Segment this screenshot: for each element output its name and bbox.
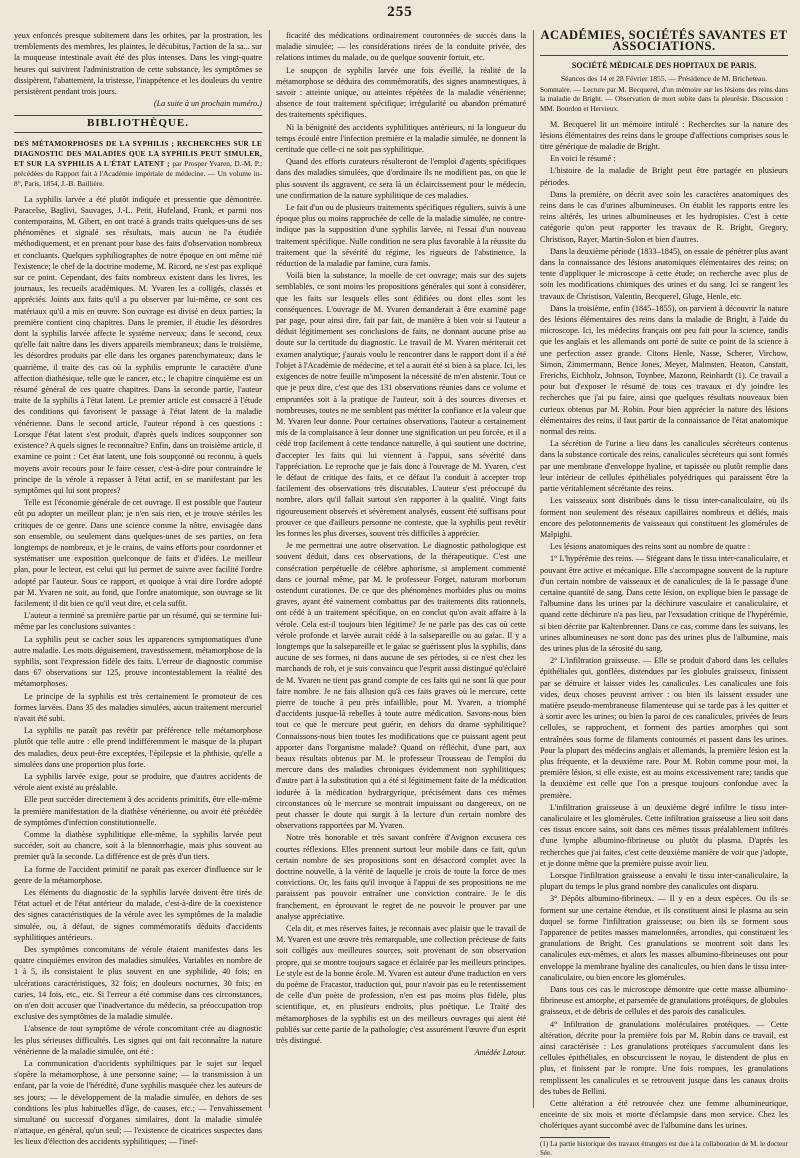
- page-number: 255: [387, 4, 413, 20]
- paragraph: Telle est l'économie générale de cet ouvrage. Il est possible que l'auteur eût pu adopter un meilleur plan; je n'en sais rien, et je trouve stériles les critiques de ce genre. Dans une science comme la nôtre, envisagée dans son ensemble, ou seulement dans quelques-unes de ses parties, on fera longtemps de nombreux, et je le crains, de vains efforts pour coordonner et systématiser une exposition quelconque de faits et d'idées. Le meilleur plan, pour le lecteur, est celui qui lui permet de suivre avec facilité l'ordre adopté par l'auteur. Sous ce rapport, et quoique à vrai dire l'ordre adopté par M. Yvaren ne soit, au fond, que l'ordre anatomique, son ouvrage se lit facilement; il dit bien ce qu'il veut dire, et cela suffit.: [14, 498, 262, 608]
- section-title-academies: ACADÉMIES, SOCIÉTÉS SAVANTES ET ASSOCIATIONS.: [540, 30, 788, 56]
- footnote: (1) La partie historique des travaux étrangers est due à la collaboration de M. le docteur Sée.: [540, 1139, 788, 1157]
- paragraph: La communication d'accidents syphilitiques par le sujet sur lequel s'opère la métamorphose, à une personne saine; — la transmission à un enfant, par la voie de l'hérédité, d'une syphilis masquée chez les auteurs de ses jours; — le développement de la maladie simulée, en dehors de ses conditions les plus habituelles d'âge, de causes, etc.; — l'envahissement simultané ou successif d'organes similaires, dont la maladie simulée n'attaque, en général, qu'un seul; — l'existence de cicatrices suspectes dans les lieux d'élection des accidents syphilitiques; — l'inef-: [14, 1059, 262, 1147]
- paragraph: Les vaisseaux sont distribués dans le tissu inter-canaliculaire, où ils forment non seulement des réseaux capillaires nombreux et déliés, mais encore des pelotonnements de vaisseaux qui constituent les glomérules de Malpighi.: [540, 496, 788, 539]
- paragraph: Le principe de la syphilis est très certainement le promoteur de ces formes larvées. Dans 35 des maladies simulées, aucun traitement mercuriel n'avait été subi.: [14, 691, 262, 723]
- paragraph: Notre très honorable et très savant confrère d'Avignon excusera ces courtes réflexions. Elles prennent surtout leur mobile dans ce fait, qu'un certain nombre de ses propositions sont en désaccord complet avec la doctrine nouvelle, à la vérité de laquelle je crois de toute la force de mes convictions. Or, les faits qu'il invoque à l'appui de ses propositions ne me paraissent pas pouvoir entraîner une conviction contraire. Je le dis franchement, en éprouvant le regret de ne pouvoir le prouver par une analyse appréciative.: [276, 833, 526, 921]
- society-name: SOCIÉTÉ MÉDICALE DES HOPITAUX DE PARIS.: [571, 61, 757, 71]
- paragraph: Dans la première, on décrit avec soin les caractères anatomiques des reins dans le cas d'urines albumineuses. On établit les rapports entre les reins altérés, les urines albumineuses et les hydropisies. C'est à cette catégorie qu'on peut rapporter les travaux de R. Bright, Gregory, Christison, Rayer, Martin-Solon et bien d'autres.: [540, 189, 788, 244]
- book-review-reference: par Prosper Yvaren, D.-M. P.; précédées du Rapport fait à l'Académie impériale de médecine. — Un volume in-8°, Paris, 1854, J.-B. Baillière.: [14, 158, 262, 188]
- paragraph: Elle peut succéder directement à des accidents primitifs, être elle-même la première manifestation de la diathèse vénérienne, ou avoir été précédée de symptômes d'infection constitutionnelle.: [14, 795, 262, 827]
- paragraph: La syphilis larvée a été plutôt indiquée et pressentie que démontrée. Paracelse, Baglivi, Sauvages, J.-L. Petit, Hufeland, Frank, et parmi nos contemporains, M. Gibert, en ont tracé à grands traits quelques-uns de ses phénomènes et signalé ses résultats, mais aucun ne l'a étudiée méthodiquement, et en prenant pour base des faits d'observation nombreux et concluants. Quelques syphiliographes de notre époque en ont même nié l'existence; le chef de la doctrine moderne, M. Ricord, ne s'est pas expliqué sur ce point. Cependant, des faits nombreux existent dans les livres, les journaux, les recueils académiques. M. Yvaren les a colligés, classés et appréciés. Joints aux faits qu'il a pu observer par lui-même, ce sont ces matériaux qu'il a mis en œuvre. Son ouvrage est divisé en deux parties; la première contient cinq chapitres. Dans le premier, il étudie les désordres dont la syphilis larvée affecte le système nerveux; dans le second, ceux qu'elle fait naître dans les divers appareils membraneux; dans le troisième, les désordres produits par elle dans les organes parenchymateux; dans le quatrième, il traite des cas où la syphilis emprunte le caractère d'une affection diathésique, telle que le cancer, etc.; le chapitre cinquième est un résumé général de ces quatre chapitres. Dans la seconde partie, l'auteur traite de la syphilis à l'état latent. Le premier article est consacré à l'étude des conditions qui favorisent le passage à l'état latent de la maladie vénérienne. Dans le second article, l'auteur répond à ces questions : Lorsque l'état latent s'est produit, d'après quels indices soupçonner son existence? A quels signes le reconnaître? Enfin, dans un troisième article, il examine ce point : Cet état latent, une fois soupçonné ou reconnu, à quels moyens avoir recours pour le faire cesser, c'est-à-dire pour contraindre le principe de la vérole à repasser à l'état actif, en se manifestant par les symptômes qui lui sont propres?: [14, 194, 262, 495]
- paragraph: Des symptômes concomitans de vérole étaient manifestes dans les quatre cinquièmes environ des maladies simulées. Variables en nombre de 1 à 5, ils consistaient le plus souvent en une syphilide, 40 fois; en ulcérations caractéristiques, 32 fois; en douleurs nocturnes, 30 fois; en caries, 14 fois, etc., etc. Si l'erreur a été commise dans ces circonstances, on n'en doit accuser que l'inadvertance du médecin, sa préoccupation trop exclusive des symptômes de la maladie simulée.: [14, 945, 262, 1022]
- paragraph: Dans la deuxième période (1833–1845), on essaie de pénétrer plus avant dans la connaissance des lésions anatomiques élémentaires des reins; on tente d'appliquer le microscope à cette étude; on recherche avec plus de soin les modifications chimiques des urines et du sang. Ici se rangent les travaux de Christison, Valentin, Becquerel, Gluge, Henle, etc.: [540, 246, 788, 301]
- column-2: [276, 30, 526, 1108]
- paragraph: La syphilis larvée exige, pour se produire, que d'autres accidents de vérole aient existé au préalable.: [14, 771, 262, 793]
- column-1: [14, 30, 262, 1147]
- book-review-body-continued: [276, 30, 526, 1046]
- paragraph: Le soupçon de syphilis larvée une fois éveillé, la réalité de la métamorphose se déduira des commémoratifs, des signes anamnestiques, à savoir : atteinte unique, ou atteintes répétées de la maladie vénérienne; absence de tout traitement spécifique; irrégularité ou abandon prématuré des traitements spécifiques.: [276, 65, 526, 120]
- paragraph: Les éléments du diagnostic de la syphilis larvée doivent être tirés de l'état actuel et de l'état antérieur du malade, c'est-à-dire de la coexistence des signes caractéristiques de la vérole avec les symptômes de la maladie simulée, ou, à défaut, de signes commémoratifs déduits d'accidents syphilitiques antérieurs.: [14, 888, 262, 942]
- session-summary: Sommaire. — Lecture par M. Becquerel, d'un mémoire sur les lésions des reins dans la maladie de Bright. — Observation de mort subite dans la pleurésie. Discussion : MM. Bourdon et Hervieux.: [540, 85, 788, 113]
- paragraph: Ni la bénignité des accidents syphilitiques antérieurs, ni la longueur du temps écoulé entre l'infection première et la maladie simulée, ne donnent la certitude que celle-ci ne soit pas syphilitique.: [276, 122, 526, 155]
- paragraph: L'histoire de la maladie de Bright peut être partagée en plusieurs périodes.: [540, 166, 788, 187]
- book-review-body: [14, 194, 262, 1148]
- book-review-heading: [14, 139, 262, 189]
- paragraph: 1° L'hypérémie des reins. — Siégeant dans le tissu inter-canaliculaire, et pouvant être active et mécanique. Elle s'accompagne souvent de la rupture d'un certain nombre de vaisseaux et de canalicules; de là le passage d'une certaine quantité de sang. Dans cette lésion, on explique bien le passage de l'albumine dans les urines par la déchirure vasculaire et canaliculaire, et quand cette déchirure n'a pas lieu, par l'exsudation critique de l'hypérémie, si bien décrite par Kaltenbrenner. Dans ce cas, comme dans les suivans, les urines albumineuses ne sont donc pas des urines plus de l'albumine, mais des urines plus de la sérosité du sang.: [540, 554, 788, 653]
- paragraph: Cela dit, et mes réserves faites, je reconnais avec plaisir que le travail de M. Yvaren est une œuvre très remarquable, une collection précieuse de faits soit colligés aux meilleures sources, soit provenant de son observation propre, qui se montre toujours sagace et éclairée par les meilleurs principes. Le style est de la bonne école. M. Yvaren est auteur d'une traduction en vers du poème de Fracastor, traduction qui, pour n'avoir pas eu le retentissement de celle d'un poète de profession, n'en est pas moins plus fidèle, plus scientifique, et, en plusieurs endroits, plus poétique. Le Traité des métamorphoses de la syphilis est un des meilleurs ouvrages qui aient été publiés sur cette partie de la pathologie; c'est assurément l'œuvre d'un esprit très distingué.: [276, 924, 526, 1046]
- column-3: [540, 28, 788, 1157]
- column-divider-2: [533, 30, 534, 1108]
- paragraph: La syphilis ne paraît pas revêtir par préférence telle métamorphose plutôt que telle autre : elle prend indifféremment le masque de la plupart des maladies, deux peut-être exceptées, l'épilepsie et la phthisie, qu'elle a simulées dans une proportion plus forte.: [14, 726, 262, 769]
- paragraph: Comme la diathèse syphilitique elle-même, la syphilis larvée peut succéder, soit au chancre, soit à la blennorrhagie, mais plus souvent au premier qu'à la seconde. La différence est de près d'un tiers.: [14, 830, 262, 862]
- section-title-bibliotheque: BIBLIOTHÈQUE.: [14, 115, 262, 132]
- to-be-continued-note: (La suite à un prochain numéro.): [153, 99, 262, 109]
- paragraph: Je me permettrai une autre observation. Le diagnostic pathologique est souvent déduit, dans ces observations, de la thérapeutique. C'est une consécration perpétuelle de célèbre aphorisme, si amplement commenté dans ce journal même, par M. le professeur Forget, naturam morborum ostendunt curationes. De ce que des phénomènes morbides plus ou moins graves, ayant été vainement combattus par des traitements dits rationnels, ont cédé à un traitement spécifique, on en conclut qu'on avait affaire à la vérole. Cela est-il toujours bien légitime? Je ne parle pas des cas où cette vérole profonde et larvée aurait cédé à la salsepareille ou au gaïac. Il y a longtemps que la salsepareille et le gaïac se guérissent plus la syphilis, dans aucune de ses formes, ni dans aucune de ses périodes, si ce n'est chez les marchands de rob, et je suis convaincu que l'esprit aussi distingué qu'éclairé de M. Yvaren ne tient pas grand compte de ces faits qui ne sont là que pour faire nombre. Je ne fais allusion qu'à ces faits graves où le mercure, cette pierre de touche à peu près infaillible, pour M. Yvaren, a triomphé d'accidents jusque-là rebelles à toute autre médication. Savons-nous bien tout ce que le mercure peut guérir, en dehors du drame syphilitique? Connaissons-nous bien toutes les modifications que ce puissant agent peut apporter dans l'organisme malade? Quand on réfléchit, d'une part, aux beaux résultats obtenus par M. le professeur Trousseau de l'emploi du mercure dans des maladies chroniques évidemment non syphilitiques; d'autre part à la substitution qui a été si légitimement faite de la médication iodurée à la médication hydrargyrique, précisément dans ces mêmes circonstances où le mercure se montrait impuissant ou dangereux, on ne peut chasser le doute qui surgit à la lecture d'un certain nombre des observations rapportées par M. Yvaren.: [276, 541, 526, 831]
- paragraph: Quand des efforts curateurs résulteront de l'emploi d'agents spécifiques dans des maladies simulées, que d'ordinaire ils ne modifient pas, on que le plus souvent ils aggravent, ce sera là un éclaircissement pour le médecin, une confirmation de la nature syphilitique de ces maladies.: [276, 157, 526, 200]
- paragraph: 2° L'infiltration graisseuse. — Elle se produit d'abord dans les cellules épithéliales qui, gonflées, distendues par les globules graisseux, finissent par se détruire et laisser vides les canalicules. Les canalicules une fois vides, deux choses peuvent arriver : ou bien ils laissent exsuder une matière pseudo-membraneuse filamenteuse qui se tarde pas à les quitter et à sortir avec les urines; ou bien la paroi de ces canalicules, privées de leurs cellules, se rapprochent, et forment des parties amorphes qui sont entraînées sous forme de filaments contournés et passent dans les urines. Pour la plupart des médecins anglais et allemands, la première lésion est la plus fréquente, et la deuxième rare. Pour M. Robin comme pour moi, la première lésion, si elle existe, est au moins excessivement rare; tandis que la deuxième est celle que l'on a presque toujours confondue avec la première.: [540, 656, 788, 800]
- paragraph: Le fait d'un ou de plusieurs traitements spécifiques réguliers, suivis à une époque plus ou moins rapprochée de celle de la maladie simulée, ne contre-indique pas la supposition d'une syphilis larvée, ni l'essai d'un nouveau traitement spécifique. Nulle condition ne sera plus favorable à la réussite du traitement que la sévérité du régime, les rigueurs de l'abstinence, la réduction de la maladie par famine, cura famis.: [276, 203, 526, 269]
- paragraph: ficacité des médications ordinairement couronnées de succès dans la maladie simulée; — les considérations tirées de la conduite privée, des relations intimes du malade, ou de quelque souvenir fortuit, etc.: [276, 31, 526, 63]
- author-signature: Amédée Latour.: [474, 1048, 526, 1058]
- paragraph: 3° Dépôts albumino-fibrineux. — Il y en a deux espèces. Ou ils se forment sur une certaine étendue, et ils constituent ainsi le plasma au sein duquel se forme l'infiltration graisseuse; ou bien ils se forment sous l'apparence de petites masses mamelonnées, arrondies, qui constituent les granulations de Bright. Ces granulations se montrent soit dans les canalicules eux-mêmes, et alors les masses albumino-fibrineuses ont pour enveloppe la membrane hyaline des canalicules, ou bien dans le tissu inter-canaliculaire, ou bien encore les glomérules.: [540, 894, 788, 982]
- paragraph: Lorsque l'infiltration graisseuse a envahi le tissu inter-canaliculaire, la plupart du temps le plus grand nombre des canalicules ont disparu.: [540, 871, 788, 892]
- paragraph: La forme de l'accident primitif ne paraît pas exercer d'influence sur le genre de la métamorphose.: [14, 864, 262, 885]
- paragraph: Voilà bien la substance, la moelle de cet ouvrage; mais sur des sujets semblables, ce sont moins les propositions générales qui sont à considérer, que les faits sur lesquels elles sont édifiées ou dont elles sont les conséquences. L'ouvrage de M. Yvaren demanderait à être examiné page par page, pour ainsi dire, fait par fait, de manière à bien voir si l'auteur a déduit légitimement ses conclusions de faits, ne donnant aucune prise au doute sur la certitude du diagnostic. Le travail de M. Yvaren mériterait cet examen analytique; j'aurais voulu le rencontrer dans le rapport dont il a été l'objet à l'Académie de médecine, et tel a aurait été si bien à sa place. Ici, les exigences de notre feuille m'imposent la nécessité de m'en abstenir. Tout ce que je peux dire, c'est que des 131 observations réunies dans ce volume et empruntées soit à la pratique de l'auteur, soit à des sources diverses et nombreuses, toutes ne me semblent pas mériter la confiance et la valeur que M. Yvaren leur donne. Pour certaines observations, l'auteur a certainement mis de la complaisance à leur donner une signification un peu forcée, et il a cédé trop facilement à cette tendance naturelle, à qui soutient une doctrine, d'accepter les faits qui lui viennent à l'appui, sans sévérité dans l'appréciation. Le reproche que je fais donc à l'ouvrage de M. Yvaren, c'est le défaut de critique des faits, et ce défaut l'a conduit à accepter trop facilement des observations très discutables. L'auteur s'est préoccupé du nombre, alors qu'il fallait surtout s'en rapporter à la qualité. Vingt faits rigoureusement observés et sévèrement analysés, eussent été suffisans pour prouver ce que d'ailleurs personne ne conteste, que la syphilis peut revêtir les formes les plus diverses, souvent très difficiles à apprécier.: [276, 271, 526, 538]
- memoir-body: [540, 119, 788, 1132]
- paragraph: La syphilis peut se cacher sous les apparences symptomatiques d'une autre maladie. Les mots déguisement, travestissement, métamorphose de la syphilis, sont l'expression fidèle des faits. L'erreur de diagnostic commise dans 67 observations sur 125, prouve incontestablement la réalité des métamorphoses.: [14, 634, 262, 689]
- footnote-rule: [540, 1137, 610, 1138]
- paragraph: L'absence de tout symptôme de vérole concomitant crée au diagnostic les plus sérieuses difficultés. Les signes qui ont fait reconnaître la nature vénérienne de la maladie simulée, ont été :: [14, 1024, 262, 1056]
- paragraph: Cette altération a été retrouvée chez une femme albumineurique, enceinte de six mois et morte d'éclampsie dans mon service. Chez les cholériques ayant succombé avec de l'albumine dans les urines.: [540, 1099, 788, 1131]
- paragraph: M. Becquerel lit un mémoire intitulé : Recherches sur la nature des lésions élémentaires des reins dans le groupe d'affections comprises sous le titre générique de maladie de Bright.: [540, 119, 788, 151]
- session-dates: Séances des 14 et 28 Février 1855. — Présidence de M. Bricheteau.: [560, 73, 768, 83]
- paragraph: 4° Infiltration de granulations moléculaires protéiques. — Cette altération, décrite pour la première fois par M. Robin dans ce travail, est ainsi caractérisée : Les granulations protéiques s'accumulent dans les cellules épithéliales, en obscurcissent le noyau, le distendent de plus en plus, et finissent par le rompre. Une fois rompues, les granulations remplissent les canalicules et se retrouvent jusque dans les canaux droits des tubes de Bellini.: [540, 1019, 788, 1096]
- paragraph: Les lésions anatomiques des reins sont au nombre de quatre :: [550, 542, 751, 552]
- paragraph: Dans la troisième, enfin (1845–1855), on parvient à découvrir la nature des lésions élémentaires des reins dans la maladie de Bright, à l'aide du microscope. Ici, les médecins français ont peu fait pour la science, tandis que les anglais et les allemands ont porté de suite ce point de la science à une perfection assez grande. Citons Henle, Nasse, Scherer, Virchow, Simon, Zimmermann, Bence Jones, Meyer, Malmsten, Heaton, Canstatt, Frerichs, Eichholz, Johnson, Toynbee, Mazonn, Reinhardt (1). Ce travail a pour but d'exposer le résumé de tous ces travaux et d'y joindre les recherches que j'ai pu faire, ainsi que quelques résultats nouveaux bien curieux obtenus par M. Robin. Pour bien apprécier la nature des lésions élémentaires des reins, il faut partir de la connaissance de l'état anatomique normal des reins.: [540, 303, 788, 437]
- book-review-title: DES MÉTAMORPHOSES DE LA SYPHILIS ; RECHERCHES SUR LE DIAGNOSTIC DES MALADIES QUE LA SYPHILIS PEUT SIMULER, ET SUR LA SYPHILIS A L'ÉTAT LATENT ;: [14, 138, 262, 168]
- paragraph: Dans tous ces cas le microscope démontre que cette masse albumino-fibrineuse est amorphe, et parsemée de granulations protéiques, de globules graisseux, et de débris de cellules et des parois des canalicules.: [540, 985, 788, 1017]
- article-continuation: yeux enfoncés presque subitement dans les orbites, par la prostration, les tremblements des membres, les plaintes, le décubitus, l'action de la sa... sur la muqueuse intestinale avait été des plus intenses. Dans les vingt-quatre heures qui suivirent l'administration de cette substance, les symptômes se dissipèrent, l'abattement, la tristesse, l'inappétence et les douleurs du ventre persistèrent pendant trois jours.: [14, 31, 262, 97]
- column-divider-1: [269, 30, 270, 1108]
- paragraph: En voici le résumé :: [550, 154, 616, 164]
- paragraph: L'infiltration graisseuse à un deuxième degré infiltre le tissu inter-canaliculaire et les glomérules. Cette infiltration graisseuse a lieu soit dans ces tissus encore sains, soit dans ces mêmes tissus préalablement infiltrés d'une lymphe albumino-fibrineuse ou plutôt du plasma. D'après les recherches que j'ai faites, c'est cette deuxième manière de voir que j'adopte, et je donne même que la première puisse avoir lieu.: [540, 802, 788, 868]
- paragraph: L'auteur a terminé sa première partie par un résumé, qui se termine lui-même par les conclusions suivantes :: [14, 611, 262, 632]
- paragraph: La sécrétion de l'urine a lieu dans les canalicules sécréteurs contenus dans la substance corticale des reins, canalicules sécréteurs qui sont formés par une membrane d'enveloppe hyaline, et tapissée ou plutôt remplie dans leur intérieur de cellules épithéliales polyédriques qui paraissent être la partie véritablement sécrétante des reins.: [540, 439, 788, 494]
